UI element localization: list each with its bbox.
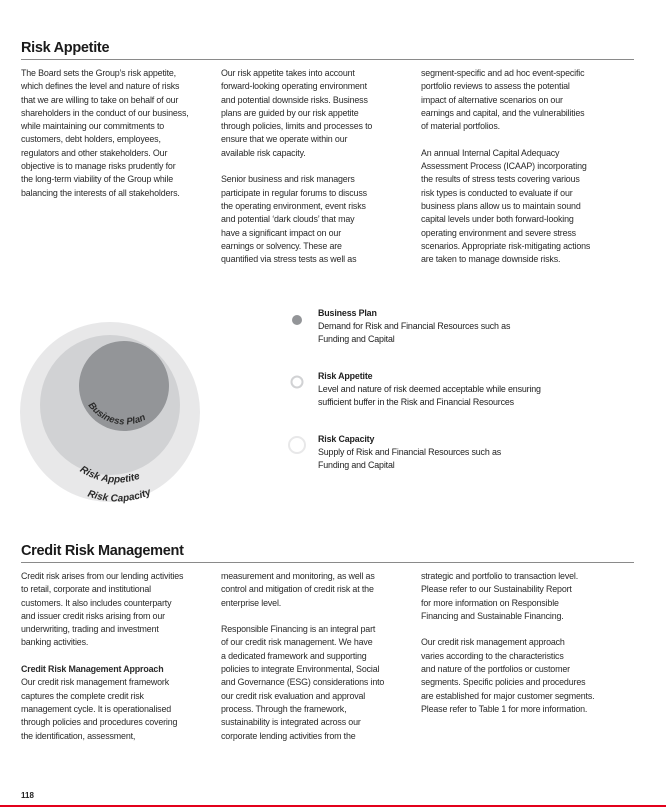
text-line: operating environment and severe stress	[421, 227, 576, 238]
text-line: measurement and monitoring, as well as	[221, 571, 375, 581]
legend-text: Supply of Risk and Financial Resources such as	[318, 447, 502, 457]
text-line: balancing the interests of all stakeholders.	[21, 187, 180, 198]
legend-risk-appetite	[318, 370, 541, 409]
legend-title: Risk Appetite	[318, 371, 373, 381]
text-line: Please refer to our Sustainability Report	[421, 584, 572, 595]
text-line: our credit risk evaluation and approval	[221, 690, 366, 701]
legend-markers	[285, 305, 311, 465]
text-line: for more information on Responsible	[421, 597, 559, 608]
text-line: Credit risk arises from our lending activities	[21, 571, 184, 581]
section-heading-risk-appetite: Risk Appetite	[21, 40, 110, 56]
credit-col-3	[421, 570, 621, 716]
text-line: policies to integrate Environmental, Social	[221, 664, 380, 675]
text-line: Financing and Sustainable Financing.	[421, 610, 564, 621]
paragraph	[221, 570, 421, 610]
ring-label-risk-capacity: Risk Capacity	[86, 486, 153, 505]
paragraph	[221, 623, 421, 743]
legend-title: Risk Capacity	[318, 434, 375, 444]
ring-icon	[292, 377, 303, 388]
credit-col-2	[221, 570, 421, 743]
text-line: Assessment Process (ICAAP) incorporating	[421, 161, 587, 172]
text-line: earnings or solvency. These are	[221, 240, 342, 251]
risk-col-3	[421, 67, 621, 266]
text-line: and potential downside risks. Business	[221, 94, 368, 105]
divider	[21, 59, 634, 60]
ring-label-business-plan: Business Plan	[85, 400, 148, 428]
text-line: Our credit risk management approach	[421, 637, 565, 648]
text-line: while maintaining our commitments to	[21, 121, 165, 132]
text-line: the operating environment, event risks	[221, 200, 366, 211]
paragraph	[21, 67, 221, 200]
legend-title: Business Plan	[318, 308, 377, 318]
legend-text: Level and nature of risk deemed acceptable while ensuring	[318, 384, 541, 394]
legend-risk-capacity	[318, 433, 501, 472]
text-line: varies according to the characteristics	[421, 650, 564, 661]
paragraph	[421, 67, 621, 133]
text-line: the results of stress tests covering various	[421, 174, 580, 185]
text-line: business plans allow us to maintain sound	[421, 200, 581, 211]
text-line: corporate lending activities from the	[221, 730, 356, 741]
text-line: customers. It also includes counterparty	[21, 597, 172, 608]
text-line: which defines the level and nature of risks	[21, 81, 180, 92]
text-line: have a significant impact on our	[221, 227, 342, 238]
legend-business-plan	[318, 307, 510, 346]
text-line: plans are guided by our risk appetite	[221, 107, 359, 118]
text-line: impact of alternative scenarios on our	[421, 94, 563, 105]
text-line: available risk capacity.	[221, 147, 306, 158]
text-line: and Governance (ESG) considerations into	[221, 677, 385, 688]
text-line: of material portfolios.	[421, 121, 500, 132]
paragraph	[221, 67, 421, 160]
text-line: ensure that we operate within our	[221, 134, 348, 145]
text-line: portfolio reviews to assess the potential	[421, 81, 570, 92]
text-line: segment-specific and ad hoc event-specific	[421, 68, 585, 78]
text-line: Our credit risk management framework	[21, 677, 169, 688]
text-line: strategic and portfolio to transaction level.	[421, 571, 579, 581]
footer-accent-line	[0, 805, 666, 807]
text-line: are taken to manage downside risks.	[421, 254, 561, 265]
text-line: are established for major customer segments.	[421, 690, 595, 701]
text-line: and nature of the portfolios or customer	[421, 664, 570, 675]
text-line: regulators and other stakeholders. Our	[21, 147, 168, 158]
text-line: Responsible Financing is an integral part	[221, 624, 376, 635]
text-line: control and mitigation of credit risk at the	[221, 584, 374, 595]
text-line: a dedicated framework and supporting	[221, 650, 367, 661]
paragraph	[221, 173, 421, 266]
legend-text: Funding and Capital	[318, 334, 395, 344]
text-line: participate in regular forums to discuss	[221, 187, 367, 198]
text-line: quantified via stress tests as well as	[221, 254, 357, 265]
subheading-credit-approach: Credit Risk Management Approach	[21, 664, 164, 675]
filled-dot-icon	[292, 315, 302, 325]
risk-rings-diagram	[0, 280, 260, 520]
section-heading-credit-risk: Credit Risk Management	[21, 543, 184, 559]
text-line: risk types is conducted to evaluate if our	[421, 187, 573, 198]
text-line: enterprise level.	[221, 597, 282, 608]
text-line: that we are willing to take on behalf of our	[21, 94, 179, 105]
text-line: and potential ‘dark clouds’ that may	[221, 214, 355, 225]
paragraph	[21, 676, 221, 742]
legend-text: sufficient buffer in the Risk and Financial Resources	[318, 397, 514, 407]
text-line: the long-term viability of the Group while	[21, 174, 174, 185]
text-line: The Board sets the Group’s risk appetite,	[21, 68, 176, 78]
text-line: banking activities.	[21, 637, 89, 648]
page-number: 118	[21, 791, 34, 800]
text-line: and issuer credit risks arising from our	[21, 610, 165, 621]
paragraph	[21, 570, 221, 650]
text-line: shareholders in the conduct of our business,	[21, 107, 189, 118]
text-line: scenarios. Appropriate risk-mitigating actions	[421, 240, 591, 251]
text-line: management cycle. It is operationalised	[21, 703, 172, 714]
text-line: the identification, assessment,	[21, 730, 136, 741]
paragraph	[421, 570, 621, 623]
text-line: forward-looking operating environment	[221, 81, 367, 92]
paragraph	[421, 147, 621, 267]
text-line: process. Through the framework,	[221, 703, 347, 714]
divider	[21, 562, 634, 563]
text-line: segments. Specific policies and procedures	[421, 677, 586, 688]
risk-col-2	[221, 67, 421, 266]
legend-text: Demand for Risk and Financial Resources such as	[318, 321, 511, 331]
text-line: customers, debt holders, employees,	[21, 134, 161, 145]
ring-icon	[289, 437, 305, 453]
text-line: underwriting, trading and investment	[21, 624, 159, 635]
text-line: of our credit risk management. We have	[221, 637, 373, 648]
text-line: captures the complete credit risk	[21, 690, 144, 701]
text-line: capital levels under both forward-looking	[421, 214, 574, 225]
ring-label-risk-appetite: Risk Appetite	[77, 464, 142, 486]
text-line: sustainability is integrated across our	[221, 717, 361, 728]
credit-col-1	[21, 570, 221, 743]
text-line: Please refer to Table 1 for more information.	[421, 703, 588, 714]
legend-text: Funding and Capital	[318, 460, 395, 470]
text-line: Our risk appetite takes into account	[221, 68, 355, 78]
risk-col-1	[21, 67, 221, 200]
text-line: to retail, corporate and institutional	[21, 584, 151, 595]
text-line: objective is to manage risks prudently for	[21, 161, 176, 172]
text-line: through policies and procedures covering	[21, 717, 178, 728]
text-line: Senior business and risk managers	[221, 174, 355, 185]
text-line: through policies, limits and processes to	[221, 121, 373, 132]
paragraph	[421, 636, 621, 716]
text-line: An annual Internal Capital Adequacy	[421, 147, 560, 158]
text-line: earnings and capital, and the vulnerabilities	[421, 107, 585, 118]
